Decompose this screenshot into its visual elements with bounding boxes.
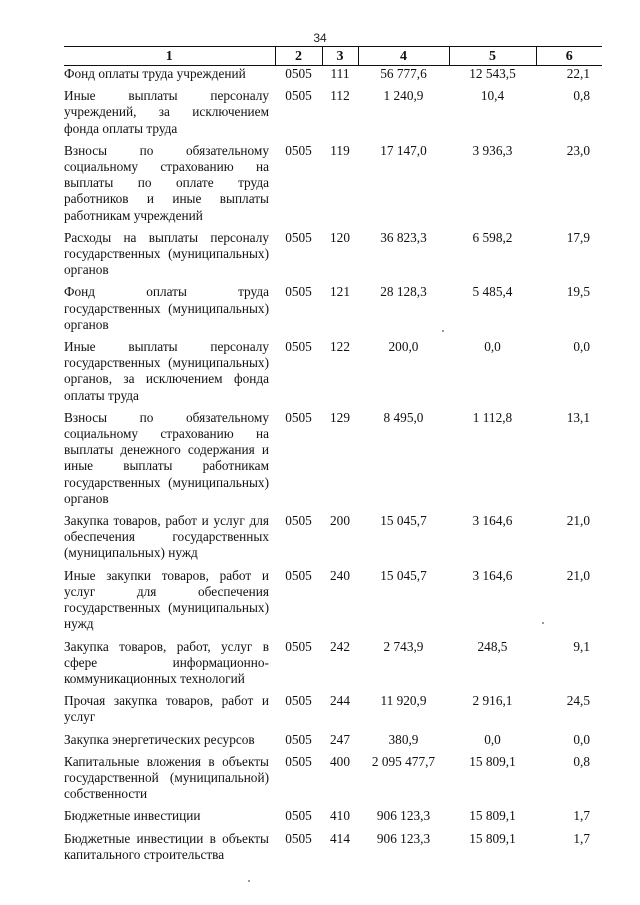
row-expense-code: 120	[330, 229, 350, 245]
row-percent: 9,1	[573, 638, 590, 654]
budget-table	[64, 46, 602, 869]
row-actual-value: 0,0	[484, 731, 501, 747]
row-expense-code: 400	[330, 753, 350, 769]
row-actual-value: 15 809,1	[469, 830, 516, 846]
table-row	[64, 513, 602, 568]
row-expense-code: 410	[330, 808, 350, 824]
scan-speck	[248, 880, 250, 882]
table-row	[64, 410, 602, 513]
row-expense-code: 119	[330, 142, 350, 158]
row-section-code: 0505	[285, 808, 312, 824]
row-name: Закупка энергетических ресурсов	[64, 731, 255, 747]
row-plan-value: 1 240,9	[383, 88, 424, 104]
table-header	[64, 47, 602, 66]
scan-speck	[442, 330, 444, 332]
row-section-code: 0505	[285, 229, 312, 245]
row-percent: 23,0	[566, 142, 590, 158]
table-row	[64, 693, 602, 731]
row-plan-value: 56 777,6	[380, 66, 427, 81]
row-plan-value: 11 920,9	[380, 693, 427, 709]
row-expense-code: 121	[330, 284, 350, 300]
table-row	[64, 568, 602, 639]
row-percent: 17,9	[566, 229, 590, 245]
table-body	[64, 66, 602, 869]
row-section-code: 0505	[285, 753, 312, 769]
page-number: 34	[313, 31, 327, 45]
row-name: Закупка товаров, работ и услуг для обеспечения государственных (муниципальных) нужд	[64, 513, 269, 561]
row-expense-code: 200	[330, 513, 350, 529]
header-col-4: 4	[358, 47, 449, 66]
row-plan-value: 17 147,0	[380, 142, 427, 158]
row-name: Расходы на выплаты персоналу государственных (муниципальных) органов	[64, 229, 269, 278]
row-name: Взносы по обязательному социальному страхованию на выплаты по оплате труда работников и иные выплаты работникам учреждений	[64, 142, 269, 223]
row-expense-code: 414	[330, 830, 350, 846]
row-plan-value: 36 823,3	[380, 229, 427, 245]
row-actual-value: 15 809,1	[469, 753, 516, 769]
table-row	[64, 88, 602, 143]
row-percent: 22,1	[566, 66, 590, 81]
row-percent: 0,8	[573, 753, 590, 769]
row-expense-code: 112	[330, 88, 350, 104]
header-col-5: 5	[449, 47, 536, 66]
row-name: Бюджетные инвестиции	[64, 808, 201, 824]
row-name: Капитальные вложения в объекты государственной (муниципальной) собственности	[64, 753, 269, 802]
row-plan-value: 15 045,7	[380, 567, 427, 583]
table-row	[64, 66, 602, 89]
table-row	[64, 339, 602, 410]
row-section-code: 0505	[285, 66, 312, 81]
row-plan-value: 2 095 477,7	[371, 753, 436, 769]
row-actual-value: 3 164,6	[472, 513, 513, 529]
row-actual-value: 12 543,5	[469, 66, 516, 81]
row-expense-code: 240	[330, 567, 350, 583]
row-expense-code: 247	[330, 731, 350, 747]
row-percent: 13,1	[566, 409, 590, 425]
row-name: Иные выплаты персоналу учреждений, за исключением фонда оплаты труда	[64, 88, 269, 136]
row-name: Иные закупки товаров, работ и услуг для обеспечения государственных (муниципальных) нужд	[64, 567, 269, 632]
row-section-code: 0505	[285, 731, 312, 747]
header-col-6: 6	[536, 47, 602, 66]
table-row	[64, 754, 602, 809]
row-name: Фонд оплаты труда учреждений	[64, 66, 246, 81]
row-actual-value: 15 809,1	[469, 808, 516, 824]
row-percent: 0,0	[573, 731, 590, 747]
row-actual-value: 248,5	[477, 638, 508, 654]
row-section-code: 0505	[285, 88, 312, 104]
row-plan-value: 28 128,3	[380, 284, 427, 300]
row-expense-code: 122	[330, 339, 350, 355]
row-section-code: 0505	[285, 567, 312, 583]
row-percent: 1,7	[573, 808, 590, 824]
table-row	[64, 230, 602, 285]
row-actual-value: 1 112,8	[472, 409, 513, 425]
row-plan-value: 8 495,0	[383, 409, 424, 425]
table-row	[64, 831, 602, 869]
row-section-code: 0505	[285, 638, 312, 654]
row-percent: 24,5	[566, 693, 590, 709]
row-name: Закупка товаров, работ, услуг в сфере информационно-коммуникационных технологий	[64, 638, 269, 686]
table-row	[64, 732, 602, 754]
row-name: Фонд оплаты труда государственных (муниципальных) органов	[64, 284, 269, 332]
row-section-code: 0505	[285, 693, 312, 709]
row-actual-value: 10,4	[480, 88, 505, 104]
row-actual-value: 2 916,1	[472, 693, 513, 709]
scan-speck	[542, 622, 544, 624]
header-col-2: 2	[275, 47, 322, 66]
row-plan-value: 2 743,9	[383, 638, 424, 654]
table-row	[64, 284, 602, 339]
row-plan-value: 906 123,3	[376, 808, 431, 824]
table-row	[64, 808, 602, 830]
row-section-code: 0505	[285, 284, 312, 300]
row-percent: 21,0	[566, 567, 590, 583]
row-actual-value: 5 485,4	[472, 284, 513, 300]
row-plan-value: 15 045,7	[380, 513, 427, 529]
row-expense-code: 242	[330, 638, 350, 654]
row-percent: 21,0	[566, 513, 590, 529]
row-section-code: 0505	[285, 142, 312, 158]
row-actual-value: 3 936,3	[472, 142, 513, 158]
row-plan-value: 200,0	[388, 339, 419, 355]
row-section-code: 0505	[285, 409, 312, 425]
row-section-code: 0505	[285, 513, 312, 529]
row-actual-value: 0,0	[484, 339, 501, 355]
table-row	[64, 143, 602, 230]
header-row	[64, 47, 602, 66]
row-expense-code: 244	[330, 693, 350, 709]
row-section-code: 0505	[285, 339, 312, 355]
row-name: Бюджетные инвестиции в объекты капитального строительства	[64, 830, 269, 862]
row-section-code: 0505	[285, 830, 312, 846]
row-actual-value: 6 598,2	[472, 229, 513, 245]
row-percent: 1,7	[573, 830, 590, 846]
row-percent: 0,0	[573, 339, 590, 355]
row-plan-value: 380,9	[388, 731, 419, 747]
header-col-1: 1	[64, 47, 275, 66]
row-name: Взносы по обязательному социальному страхованию на выплаты денежного содержания и иные выплаты работникам государственных (муниципальных) органов	[64, 409, 269, 506]
row-expense-code: 129	[330, 409, 350, 425]
row-percent: 0,8	[573, 88, 590, 104]
row-plan-value: 906 123,3	[376, 830, 431, 846]
row-actual-value: 3 164,6	[472, 567, 513, 583]
row-name: Иные выплаты персоналу государственных (муниципальных) органов, за исключением фонда оплаты труда	[64, 339, 269, 403]
row-name: Прочая закупка товаров, работ и услуг	[64, 693, 269, 725]
table-row	[64, 639, 602, 694]
row-percent: 19,5	[566, 284, 590, 300]
header-col-3: 3	[322, 47, 358, 66]
row-expense-code: 111	[330, 66, 350, 81]
